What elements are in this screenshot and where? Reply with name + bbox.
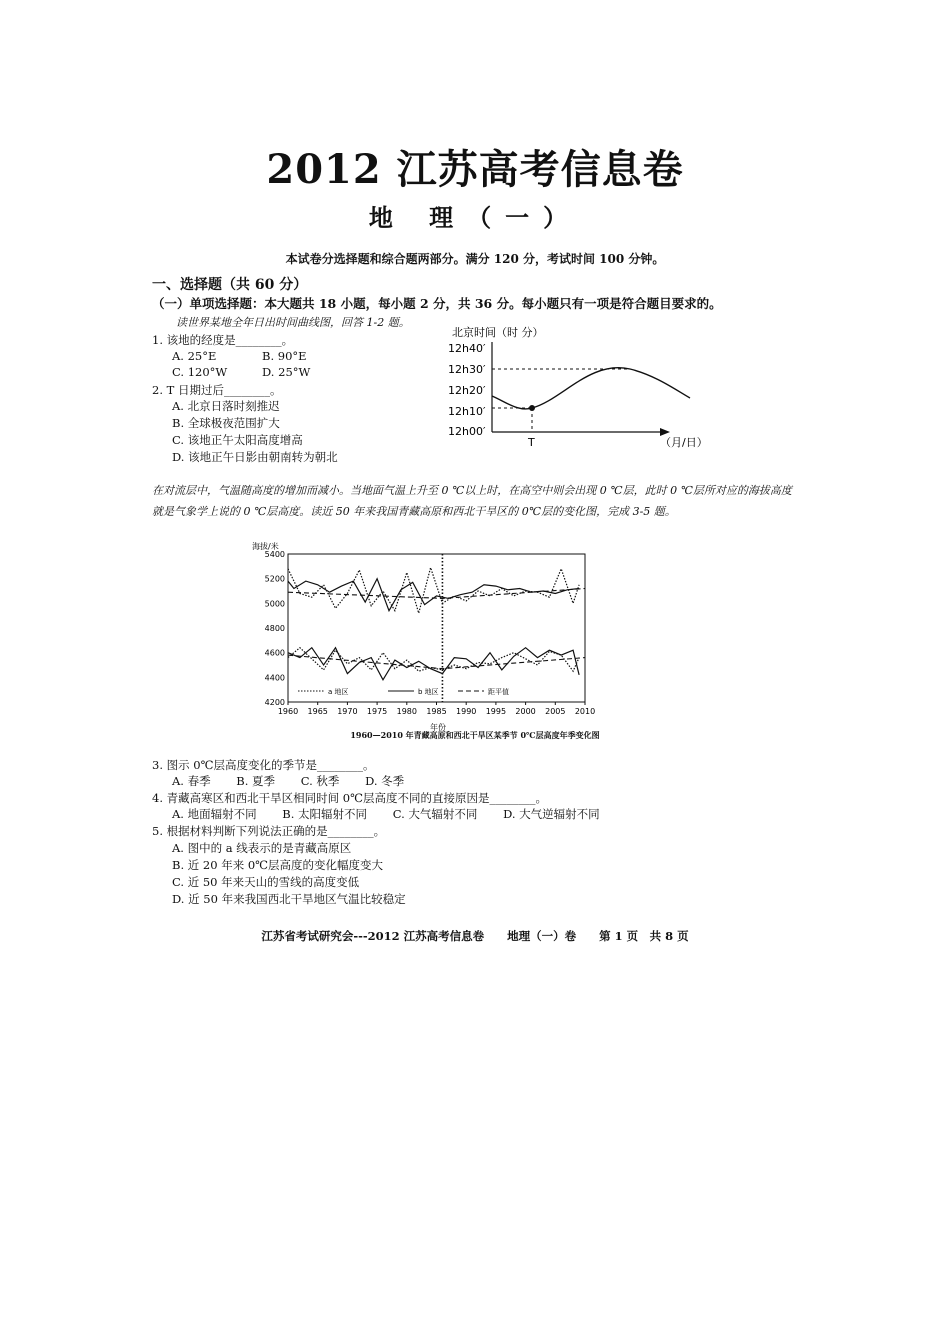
passage-0c-layer: 在对流层中，气温随高度的增加而减小。当地面气温上升至 0 ℃以上时，在高空中则会出现 0 ℃层，此时 0 ℃层所对应的海拔高度就是气象学上说的 0 ℃层高度。读近 50 年来我国青藏高原和西北干旱区的 0℃层的变化图，完成 3-5 题。 [152, 484, 792, 518]
q3-options [172, 773, 426, 789]
section-heading: 一、选择题（共 60 分） [152, 277, 308, 293]
chart2-ytick-label: 5400 [264, 550, 285, 559]
chart2-series-line-5 [288, 655, 585, 669]
q5-option-b: B. 近 20 年来 0℃层高度的变化幅度变大 [172, 858, 384, 872]
chart2-ytick-label: 4800 [264, 624, 285, 633]
chart2-series-line-0 [288, 568, 579, 614]
chart1-x-arrow [660, 428, 670, 436]
q4-option-c: C. 大气辐射不同 [392, 807, 478, 821]
q1-option-b: B. 90°E [262, 349, 307, 363]
chart2-xtick-label: 1975 [366, 707, 388, 716]
paper-subtitle: 地 理（一） [368, 203, 582, 232]
chart2-xtick-label: 1985 [426, 707, 447, 716]
chart2-ylabel: 海拔/米 [252, 542, 279, 551]
chart2-ytick-label: 4600 [264, 648, 285, 658]
chart2-series-line-1 [288, 579, 579, 611]
q1-option-d: D. 25°W [262, 365, 311, 379]
q4-stem: 4. 青藏高寒区和西北干旱区相同时间 0℃层高度不同的直接原因是________。 [152, 791, 547, 805]
q2-option-c: C. 该地正午太阳高度增高 [172, 433, 303, 447]
chart2-xtick-label: 1960 [277, 707, 299, 716]
question-lead: 读世界某地全年日出时间曲线图，回答 1-2 题。 [176, 316, 410, 329]
chart2-xtick-label: 1995 [485, 707, 507, 716]
q2-option-b: B. 全球极夜范围扩大 [172, 416, 280, 430]
q4-options [172, 806, 622, 822]
chart2-ytick-label: 5200 [264, 574, 285, 584]
chart2-xtick-label: 2000 [515, 707, 536, 716]
q3-option-c: C. 秋季 [300, 774, 340, 788]
q1-stem: 1. 该地的经度是________。 [152, 333, 294, 347]
q1-option-c: C. 120°W [172, 365, 228, 379]
chart2-legend-label-1: b 地区 [418, 688, 439, 696]
chart2-xtick-label: 1965 [307, 707, 328, 716]
q4-option-d: D. 大气逆辐射不同 [503, 807, 600, 821]
q3-option-d: D. 冬季 [365, 774, 405, 788]
point-t [529, 405, 535, 411]
q3-stem: 3. 图示 0℃层高度变化的季节是________。 [152, 758, 375, 772]
q1-option-a: A. 25°E [172, 349, 217, 363]
chart2-ytick-label: 4200 [264, 698, 285, 707]
q5-option-d: D. 近 50 年来我国西北干旱地区气温比较稳定 [172, 892, 406, 906]
chart2-legend-label-2: 距平值 [488, 688, 509, 696]
q5-option-c: C. 近 50 年来天山的雪线的高度变低 [172, 875, 360, 889]
q3-option-b: B. 夏季 [236, 774, 276, 788]
page-footer: 江苏省考试研究会---2012 江苏高考信息卷 地理（一）卷 第 1 页 共 8 页 [261, 929, 689, 943]
chart2-legend-label-0: a 地区 [328, 688, 349, 696]
chart2-ytick-label: 4400 [264, 673, 285, 683]
chart2-frame [288, 554, 585, 702]
chart1-ytick-4: 12h40′ [448, 342, 486, 355]
paper-intro: 本试卷分选择题和综合题两部分。满分 120 分，考试时间 100 分钟。 [285, 252, 665, 266]
chart2-xtick-label: 1990 [456, 707, 477, 716]
sub-heading: （一）单项选择题：本大题共 18 小题，每小题 2 分，共 36 分。每小题只有一项是符合题目要求的。 [152, 296, 722, 311]
q5-stem: 5. 根据材料判断下列说法正确的是________。 [152, 824, 386, 838]
chart1-ylabel: 北京时间（时 分） [452, 326, 544, 339]
chart2-xlabel: 年份 [430, 723, 446, 732]
zero-degree-layer-chart [240, 540, 610, 740]
chart1-t-label: T [528, 436, 535, 449]
chart1-ytick-1: 12h10′ [448, 405, 486, 418]
q5-option-a: A. 图中的 a 线表示的是青藏高原区 [172, 841, 352, 855]
chart2-xtick-label: 2010 [574, 707, 596, 716]
q2-stem: 2. T 日期过后________。 [152, 383, 282, 397]
q4-option-a: A. 地面辐射不同 [172, 807, 257, 821]
chart1-ytick-2: 12h20′ [448, 384, 486, 397]
q4-option-b: B. 太阳辐射不同 [282, 807, 368, 821]
sunrise-curve [492, 368, 690, 409]
chart2-xtick-label: 1970 [337, 707, 358, 716]
chart2-title: 1960—2010 年青藏高原和西北干旱区某季节 0℃层高度年季变化图 [350, 730, 600, 740]
chart2-xtick-label: 1980 [396, 707, 417, 716]
chart2-ytick-label: 5000 [264, 599, 285, 609]
q2-option-a: A. 北京日落时刻推迟 [172, 399, 280, 413]
q2-option-d: D. 该地正午日影由朝南转为朝北 [172, 450, 338, 464]
chart2-series-line-3 [288, 648, 579, 680]
chart1-ytick-3: 12h30′ [448, 363, 486, 376]
chart1-xlabel: （月/日） [660, 436, 708, 449]
sunrise-curve-chart [440, 320, 710, 455]
paper-title: 2012 江苏高考信息卷 [266, 146, 684, 193]
chart2-xtick-label: 2005 [545, 707, 566, 716]
q3-option-a: A. 春季 [172, 774, 211, 788]
chart1-ytick-0: 12h00′ [448, 425, 486, 438]
